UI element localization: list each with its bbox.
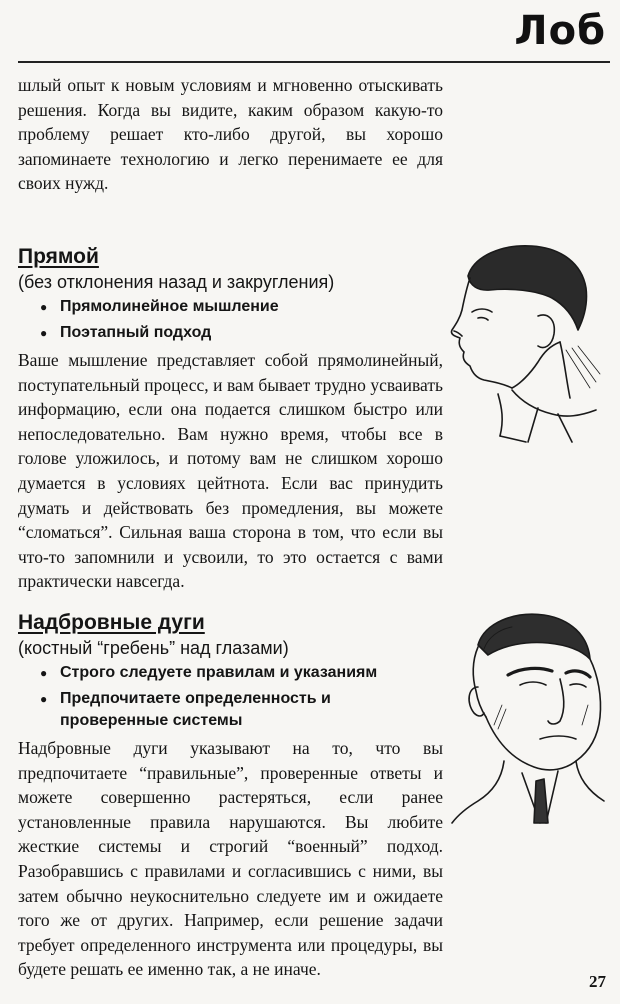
section-body: Ваше мышление представляет собой прямолинейный, поступательный процесс, и вам бывает трудно усваивать информацию, если она подается слишком быстро или непоследовательно. Вам нужно время, чтобы все в голове уложилось, и потому вам не слишком хорошо думается в условиях цейтнота. Если вас принудить думать и действовать без промедления, вы можете “сломаться”. Сильная ваша сторона в том, что если вы что-то запомнили и усвоили, то это остается с вами практически навсегда.	[18, 350, 443, 592]
portrait-brow-ridges-icon	[448, 605, 610, 825]
intro-paragraph	[18, 73, 443, 196]
section-straight	[18, 244, 443, 594]
portrait-straight-forehead-icon	[440, 238, 605, 443]
section-subtitle: (костный “гребень” над глазами)	[18, 638, 289, 658]
section-title: Надбровные дуги	[18, 611, 205, 634]
intro-text: шлый опыт к новым условиям и мгновенно отыскивать решения. Когда вы видите, каким образом какую-то проблему решает кто-либо другой, вы хорошо запоминаете технологию и легко перенимаете ее для своих нужд.	[18, 75, 443, 194]
bullet-item: ● Прямолинейное мышление	[18, 296, 443, 318]
page-header-title: Лоб	[514, 8, 606, 54]
bullet-item: ● Поэтапный подход	[18, 322, 443, 344]
bullet-list	[18, 662, 443, 732]
bullet-item: ● Предпочитаете определенность и проверенные системы	[18, 688, 443, 732]
bullet-list	[18, 296, 443, 344]
section-subtitle: (без отклонения назад и закругления)	[18, 272, 335, 292]
bullet-item: ● Строго следуете правилам и указаниям	[18, 662, 443, 684]
header-rule	[18, 61, 610, 63]
section-body: Надбровные дуги указывают на то, что вы предпочитаете “правильные”, проверенные ответы и можете совершенно растеряться, если ранее установленные правила нарушаются. Вы любите жесткие системы и строгий “военный” подход. Разобравшись с правилами и согласившись с ними, вы затем обычно неукоснительно следуете им и ожидаете того же от других. Например, если решение задачи требует определенного инструмента или процедуры, вы будете решать ее именно так, а не иначе.	[18, 738, 443, 980]
page-number: 27	[589, 972, 606, 991]
section-title: Прямой	[18, 245, 99, 268]
section-brow-ridges	[18, 610, 443, 982]
